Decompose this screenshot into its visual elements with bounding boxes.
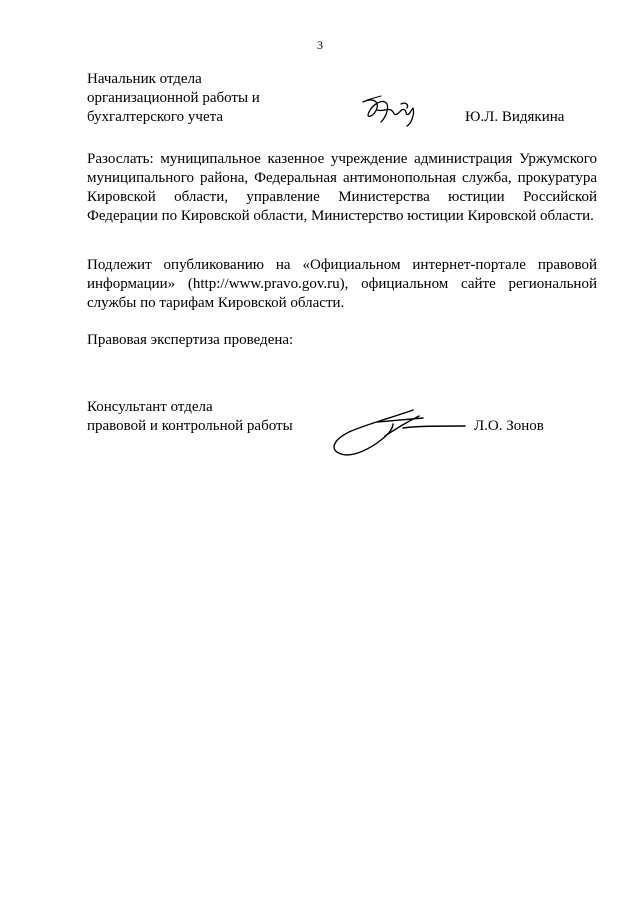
consultant-signer-name: Л.О. Зонов — [474, 418, 544, 434]
consultant-handwritten-signature — [327, 402, 467, 460]
head-handwritten-signature — [357, 90, 427, 130]
head-signature-block — [87, 70, 597, 130]
head-position-line: организационной работы и — [87, 90, 260, 106]
legal-expertise-note: Правовая экспертиза проведена: — [87, 332, 294, 348]
page-number: 3 — [317, 38, 323, 52]
head-position-line: бухгалтерского учета — [87, 109, 224, 125]
publication-note: Подлежит опубликованию на «Официальном интернет-портале правовой информации» (http://www.pravo.gov.ru), официальном сайте региональной службы по тарифам Кировской области. — [87, 257, 597, 311]
consultant-position-line: правовой и контрольной работы — [87, 418, 293, 434]
consultant-position-title — [87, 398, 347, 436]
head-signer-name: Ю.Л. Видякина — [465, 109, 565, 125]
distribution-list: Разослать: муниципальное казенное учреждение администрация Уржумского муниципального района, Федеральная антимонопольная служба, прокуратура Кировской области, управление Министерства юстиции Российской Федерации по Кировской области, Министерство юстиции Кировской области. — [87, 151, 597, 224]
head-position-title — [87, 70, 347, 127]
consultant-position-line: Консультант отдела — [87, 399, 213, 415]
consultant-signature-block — [87, 398, 597, 458]
head-position-line: Начальник отдела — [87, 71, 202, 87]
